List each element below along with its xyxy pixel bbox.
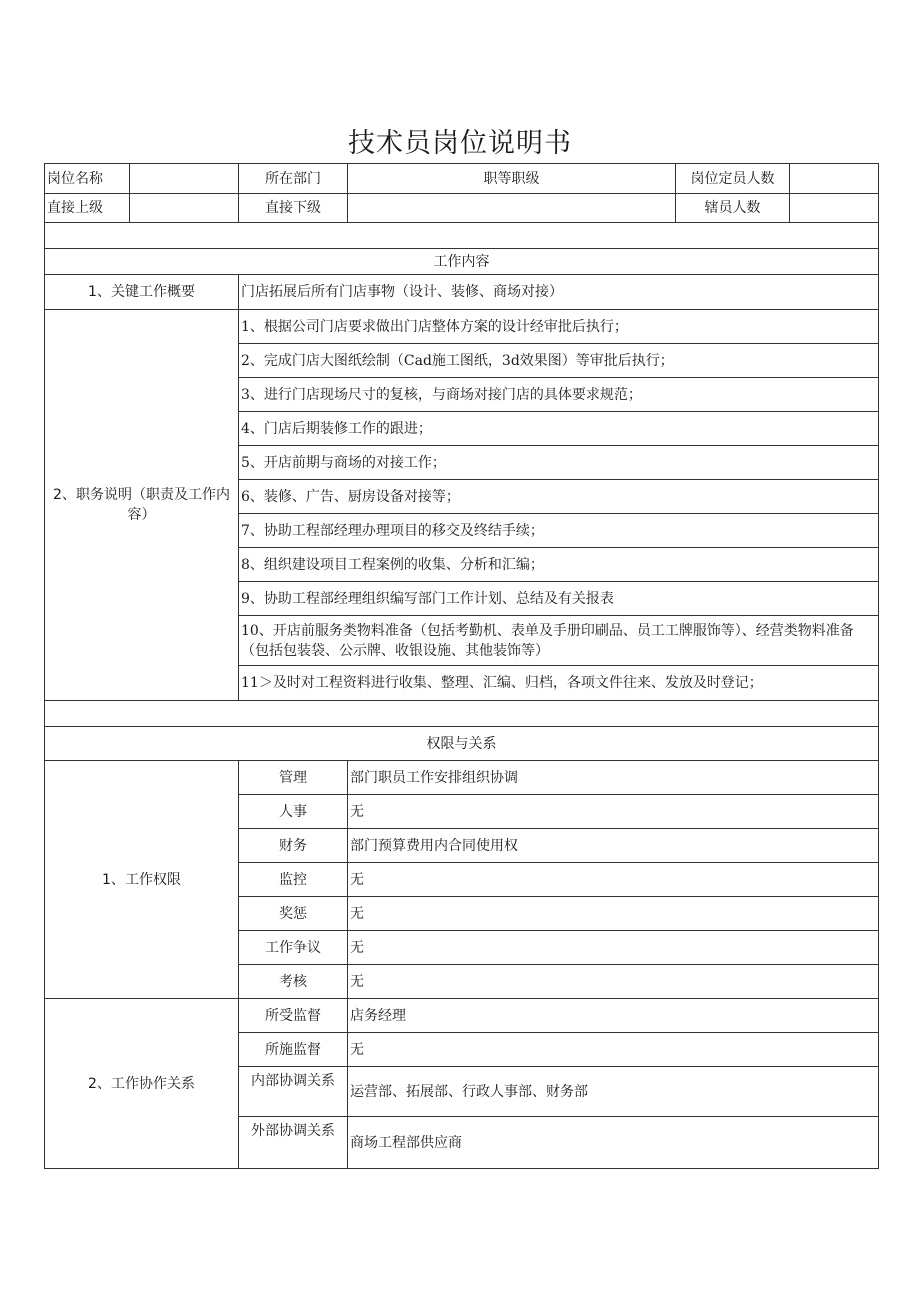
department-label: 所在部门 bbox=[239, 164, 348, 194]
duty-item: 6、装修、广告、厨房设备对接等； bbox=[239, 480, 879, 514]
duty-item: 1、根据公司门店要求做出门店整体方案的设计经审批后执行； bbox=[239, 310, 879, 344]
key-summary-label: 1、关键工作概要 bbox=[45, 275, 239, 310]
grade-label: 职等职级 bbox=[348, 164, 676, 194]
power-value: 部门职员工作安排组织协调 bbox=[348, 761, 879, 795]
power-label: 管理 bbox=[239, 761, 348, 795]
power-value: 无 bbox=[348, 795, 879, 829]
duty-item: 7、协助工程部经理办理项目的移交及终结手续； bbox=[239, 514, 879, 548]
duty-item: 3、进行门店现场尺寸的复核，与商场对接门店的具体要求规范； bbox=[239, 378, 879, 412]
superior-label: 直接上级 bbox=[45, 194, 130, 223]
subordinate-label: 直接下级 bbox=[239, 194, 348, 223]
power-label: 考核 bbox=[239, 965, 348, 999]
duties-label: 2、职务说明（职责及工作内容） bbox=[45, 310, 239, 701]
power-label: 工作争议 bbox=[239, 931, 348, 965]
power-label: 监控 bbox=[239, 863, 348, 897]
duty-item: 9、协助工程部经理组织编写部门工作计划、总结及有关报表 bbox=[239, 582, 879, 616]
duty-item: 10、开店前服务类物料准备（包括考勤机、表单及手册印刷品、员工工牌服饰等）、经营类物料准备（包括包装袋、公示牌、收银设施、其他装饰等） bbox=[239, 616, 879, 666]
power-value: 无 bbox=[348, 863, 879, 897]
duty-item: 5、开店前期与商场的对接工作； bbox=[239, 446, 879, 480]
duty-item: 4、门店后期装修工作的跟进； bbox=[239, 412, 879, 446]
headcount-label: 岗位定员人数 bbox=[676, 164, 790, 194]
authority-header: 权限与关系 bbox=[45, 727, 879, 761]
powers-label: 1、工作权限 bbox=[45, 761, 239, 999]
relation-value: 店务经理 bbox=[348, 999, 879, 1033]
relation-value: 商场工程部供应商 bbox=[348, 1117, 879, 1169]
relation-value: 无 bbox=[348, 1033, 879, 1067]
power-value: 无 bbox=[348, 965, 879, 999]
key-summary-value: 门店拓展后所有门店事物（设计、装修、商场对接） bbox=[239, 275, 879, 310]
duty-item: 11＞及时对工程资料进行收集、整理、汇编、归档，各项文件往来、发放及时登记； bbox=[239, 666, 879, 701]
power-label: 人事 bbox=[239, 795, 348, 829]
managed-count-label: 辖员人数 bbox=[676, 194, 790, 223]
position-name-field[interactable] bbox=[130, 164, 239, 194]
relation-label: 内部协调关系 bbox=[239, 1067, 348, 1117]
position-name-label: 岗位名称 bbox=[45, 164, 130, 194]
blank-row bbox=[45, 223, 879, 249]
job-description-table bbox=[44, 163, 879, 1169]
superior-field[interactable] bbox=[130, 194, 239, 223]
power-label: 奖惩 bbox=[239, 897, 348, 931]
relations-label: 2、工作协作关系 bbox=[45, 999, 239, 1169]
headcount-field[interactable] bbox=[790, 164, 879, 194]
relation-label: 所受监督 bbox=[239, 999, 348, 1033]
power-value: 部门预算费用内合同使用权 bbox=[348, 829, 879, 863]
power-value: 无 bbox=[348, 931, 879, 965]
document-title: 技术员岗位说明书 bbox=[348, 128, 572, 159]
relation-label: 外部协调关系 bbox=[239, 1117, 348, 1169]
work-content-header: 工作内容 bbox=[45, 249, 879, 275]
duty-item: 8、组织建设项目工程案例的收集、分析和汇编； bbox=[239, 548, 879, 582]
managed-count-field[interactable] bbox=[790, 194, 879, 223]
relation-label: 所施监督 bbox=[239, 1033, 348, 1067]
subordinate-field[interactable] bbox=[348, 194, 676, 223]
blank-row bbox=[45, 701, 879, 727]
power-value: 无 bbox=[348, 897, 879, 931]
relation-value: 运营部、拓展部、行政人事部、财务部 bbox=[348, 1067, 879, 1117]
duty-item: 2、完成门店大图纸绘制（Cad施工图纸，3d效果图）等审批后执行； bbox=[239, 344, 879, 378]
power-label: 财务 bbox=[239, 829, 348, 863]
